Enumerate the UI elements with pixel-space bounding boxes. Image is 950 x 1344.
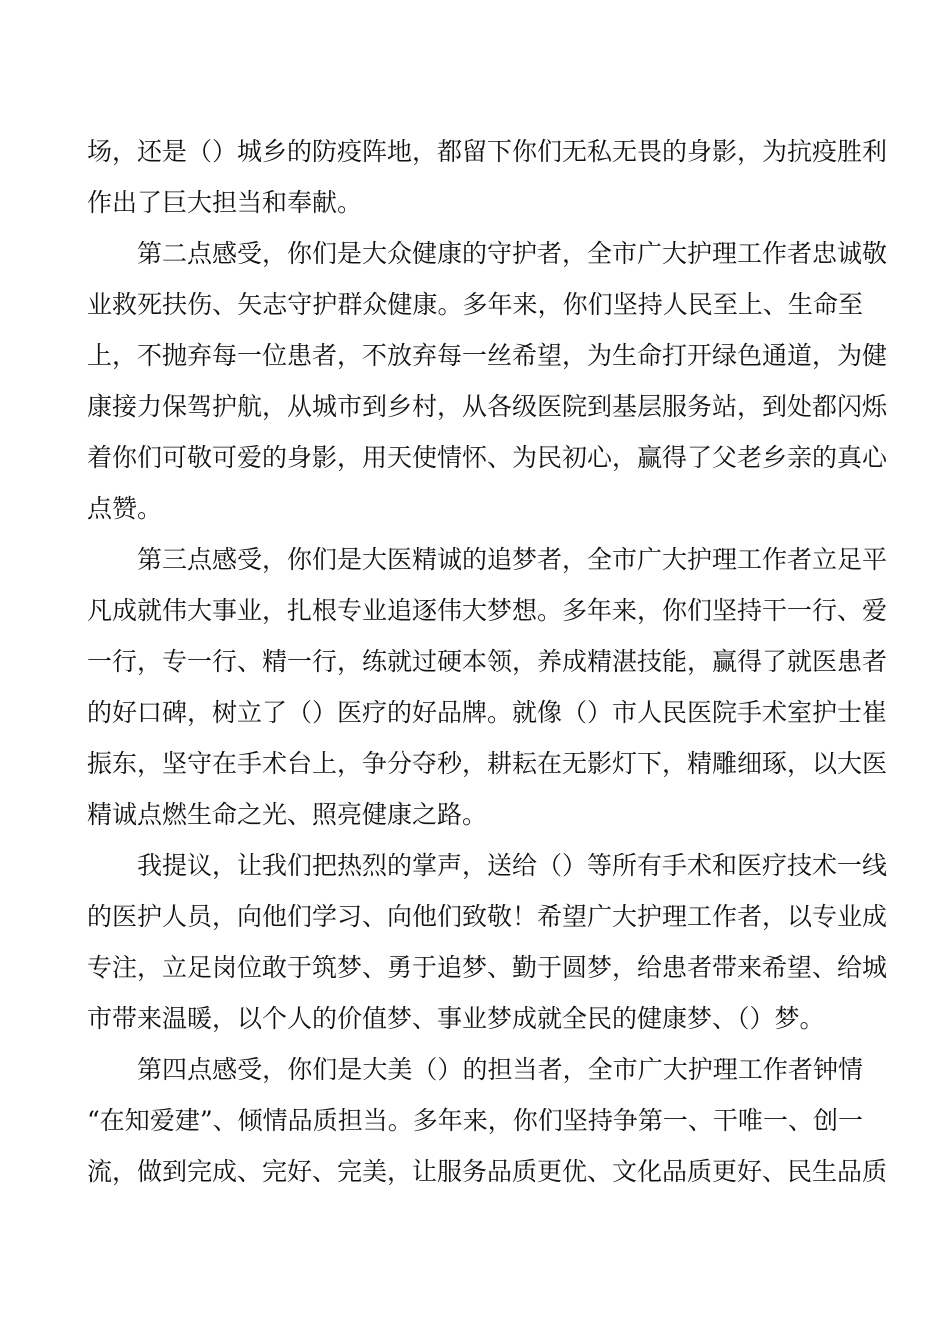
text-line: 场，还是（）城乡的防疫阵地，都留下你们无私无畏的身影，为抗疫胜利: [87, 137, 888, 166]
text-line: 业救死扶伤、矢志守护群众健康。多年来，你们坚持人民至上、生命至: [87, 290, 863, 319]
paragraph-third-feeling: [87, 534, 888, 840]
text-line: 第四点感受，你们是大美（）的担当者，全市广大护理工作者钟情: [137, 1055, 863, 1084]
text-line: 专注，立足岗位敢于筑梦、勇于追梦、勤于圆梦，给患者带来希望、给城: [87, 953, 888, 982]
text-line: 康接力保驾护航，从城市到乡村，从各级医院到基层服务站，到处都闪烁: [87, 392, 888, 421]
text-line: 一行，专一行、精一行，练就过硬本领，养成精湛技能，赢得了就医患者: [87, 647, 888, 676]
text-line: 点赞。: [87, 494, 163, 523]
paragraph-continuation: [87, 126, 888, 228]
text-line: 着你们可敬可爱的身影，用天使情怀、为民初心，赢得了父老乡亲的真心: [87, 443, 888, 472]
paragraph-proposal: [87, 840, 888, 1044]
text-line: 振东，坚守在手术台上，争分夺秒，耕耘在无影灯下，精雕细琢，以大医: [87, 749, 888, 778]
text-line: “在知爱建”、倾情品质担当。多年来，你们坚持争第一、干唯一、创一: [87, 1106, 863, 1135]
text-line: 的好口碑，树立了（）医疗的好品牌。就像（）市人民医院手术室护士崔: [87, 698, 888, 727]
text-line: 的医护人员，向他们学习、向他们致敬！希望广大护理工作者，以专业成: [87, 902, 888, 931]
document-body: [87, 126, 888, 1197]
text-line: 市带来温暖，以个人的价值梦、事业梦成就全民的健康梦、（）梦。: [87, 1004, 825, 1033]
text-line: 精诚点燃生命之光、照亮健康之路。: [87, 800, 488, 829]
text-line: 我提议，让我们把热烈的掌声，送给（）等所有手术和医疗技术一线: [137, 851, 888, 880]
text-line: 上，不抛弃每一位患者，不放弃每一丝希望，为生命打开绿色通道，为健: [87, 341, 888, 370]
text-line: 第二点感受，你们是大众健康的守护者，全市广大护理工作者忠诚敬: [137, 239, 888, 268]
text-line: 凡成就伟大事业，扎根专业追逐伟大梦想。多年来，你们坚持干一行、爱: [87, 596, 888, 625]
text-line: 流，做到完成、完好、完美，让服务品质更优、文化品质更好、民生品质: [87, 1157, 888, 1186]
text-line: 作出了巨大担当和奉献。: [87, 188, 363, 217]
paragraph-second-feeling: [87, 228, 888, 534]
paragraph-fourth-feeling: [87, 1044, 888, 1197]
text-line: 第三点感受，你们是大医精诚的追梦者，全市广大护理工作者立足平: [137, 545, 888, 574]
